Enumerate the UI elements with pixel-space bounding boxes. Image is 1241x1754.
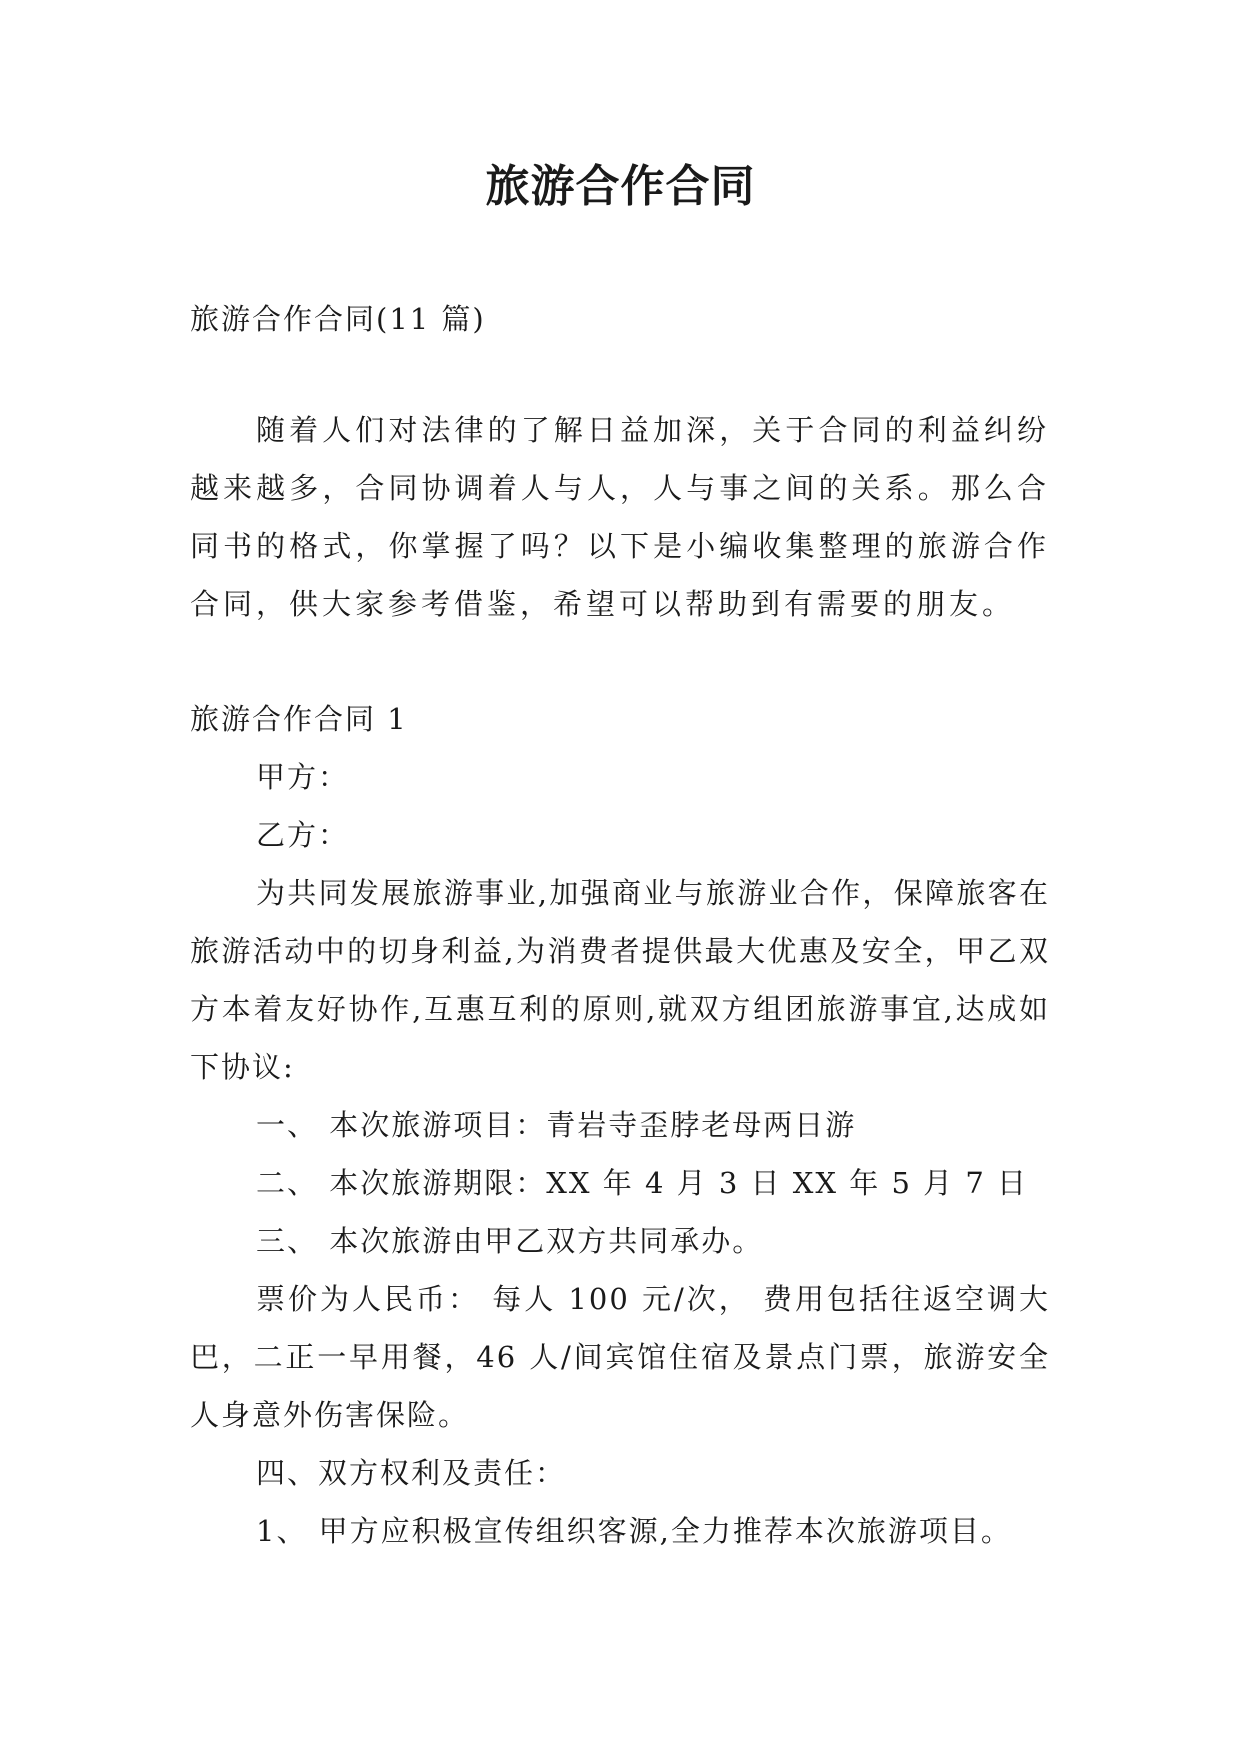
- clause-4-1: 1、 甲方应积极宣传组织客源,全力推荐本次旅游项目。: [256, 1514, 1012, 1548]
- party-b-line: 乙方：: [256, 818, 350, 852]
- clause-4: 四、双方权利及责任：: [256, 1456, 567, 1490]
- clause-1: 一、 本次旅游项目：青岩寺歪脖老母两日游: [256, 1108, 857, 1142]
- section-title: 旅游合作合同 1: [190, 702, 408, 736]
- document-title: 旅游合作合同: [485, 161, 756, 212]
- price-paragraph: 票价为人民币： 每人 100 元/次， 费用包括往返空调大巴，二正一早用餐，46 人/间宾馆住宿及景点门票，旅游安全人身意外伤害保险。: [190, 1282, 1050, 1432]
- intro-paragraph: 随着人们对法律的了解日益加深，关于合同的利益纠纷越来越多，合同协调着人与人，人与事之间的关系。那么合同书的格式，你掌握了吗？以下是小编收集整理的旅游合作合同，供大家参考借鉴，希望可以帮助到有需要的朋友。: [190, 413, 1050, 621]
- contract-body: [190, 690, 1050, 1560]
- clause-2: 二、 本次旅游期限：XX 年 4 月 3 日 XX 年 5 月 7 日: [256, 1166, 1029, 1200]
- document-subtitle: 旅游合作合同(11 篇): [190, 302, 486, 336]
- party-a-line: 甲方：: [256, 760, 350, 794]
- purpose-paragraph: 为共同发展旅游事业,加强商业与旅游业合作，保障旅客在旅游活动中的切身利益,为消费者提供最大优惠及安全，甲乙双方本着友好协作,互惠互利的原则,就双方组团旅游事宜,达成如下协议:: [190, 876, 1050, 1084]
- clause-3: 三、 本次旅游由甲乙双方共同承办。: [256, 1224, 764, 1258]
